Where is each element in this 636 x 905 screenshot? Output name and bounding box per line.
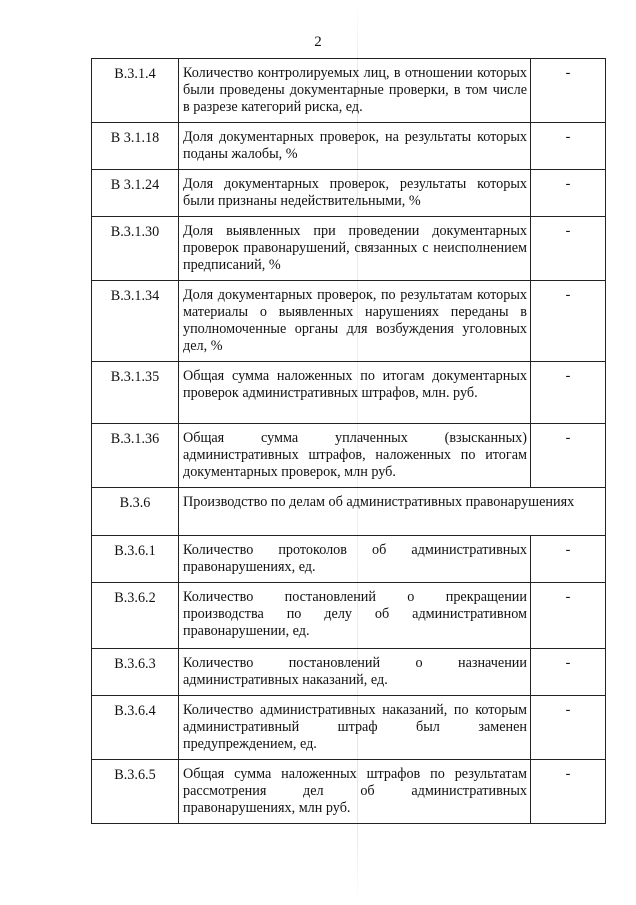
table-row bbox=[92, 217, 606, 281]
table-row bbox=[92, 123, 606, 170]
table-row bbox=[92, 170, 606, 217]
indicator-code: В 3.1.24 bbox=[92, 170, 179, 217]
indicator-description: Доля документарных проверок, результаты которых были признаны недействительными, % bbox=[179, 170, 531, 217]
table-row bbox=[92, 760, 606, 824]
indicator-description: Количество постановлений о назначении административных наказаний, ед. bbox=[179, 649, 531, 696]
indicator-code: В.3.1.30 bbox=[92, 217, 179, 281]
indicator-value: - bbox=[531, 424, 606, 488]
indicator-description: Общая сумма наложенных штрафов по результатам рассмотрения дел об административных правонарушениях, млн руб. bbox=[179, 760, 531, 824]
indicator-code: В.3.1.36 bbox=[92, 424, 179, 488]
indicator-code: В.3.6.3 bbox=[92, 649, 179, 696]
indicator-code: В.3.1.34 bbox=[92, 281, 179, 362]
indicator-description: Общая сумма наложенных по итогам документарных проверок административных штрафов, млн. руб. bbox=[179, 362, 531, 424]
indicator-value: - bbox=[531, 760, 606, 824]
table-row bbox=[92, 583, 606, 649]
section-code: В.3.6 bbox=[92, 488, 179, 536]
indicator-value: - bbox=[531, 583, 606, 649]
indicator-value: - bbox=[531, 696, 606, 760]
indicator-code: В.3.1.35 bbox=[92, 362, 179, 424]
table-row bbox=[92, 649, 606, 696]
indicator-value: - bbox=[531, 281, 606, 362]
indicator-description: Доля выявленных при проведении документарных проверок правонарушений, связанных с неисполнением предписаний, % bbox=[179, 217, 531, 281]
table-row bbox=[92, 59, 606, 123]
indicator-code: В.3.6.2 bbox=[92, 583, 179, 649]
table-row bbox=[92, 536, 606, 583]
section-title: Производство по делам об административных правонарушениях bbox=[179, 488, 606, 536]
indicator-description: Доля документарных проверок, по результатам которых материалы о выявленных нарушениях переданы в уполномоченные органы для возбуждения уголовных дел, % bbox=[179, 281, 531, 362]
indicator-value: - bbox=[531, 649, 606, 696]
indicator-value: - bbox=[531, 123, 606, 170]
indicator-description: Общая сумма уплаченных (взысканных) административных штрафов, наложенных по итогам документарных проверок, млн руб. bbox=[179, 424, 531, 488]
indicator-description: Количество постановлений о прекращении производства по делу об административном правонарушении, ед. bbox=[179, 583, 531, 649]
indicator-code: В.3.6.5 bbox=[92, 760, 179, 824]
indicator-description: Количество протоколов об административных правонарушениях, ед. bbox=[179, 536, 531, 583]
indicator-code: В.3.1.4 bbox=[92, 59, 179, 123]
indicator-code: В 3.1.18 bbox=[92, 123, 179, 170]
table-row bbox=[92, 696, 606, 760]
indicator-code: В.3.6.1 bbox=[92, 536, 179, 583]
indicator-value: - bbox=[531, 59, 606, 123]
indicator-value: - bbox=[531, 217, 606, 281]
indicator-value: - bbox=[531, 170, 606, 217]
indicator-description: Доля документарных проверок, на результаты которых поданы жалобы, % bbox=[179, 123, 531, 170]
section-row bbox=[92, 488, 606, 536]
indicator-table bbox=[91, 58, 606, 824]
indicator-description: Количество административных наказаний, по которым административный штраф был заменен предупреждением, ед. bbox=[179, 696, 531, 760]
table-row bbox=[92, 362, 606, 424]
indicator-description: Количество контролируемых лиц, в отношении которых были проведены документарные проверки, в том числе в разрезе категорий риска, ед. bbox=[179, 59, 531, 123]
table-row bbox=[92, 424, 606, 488]
indicator-value: - bbox=[531, 362, 606, 424]
page-number: 2 bbox=[314, 34, 322, 50]
indicator-value: - bbox=[531, 536, 606, 583]
table-row bbox=[92, 281, 606, 362]
indicator-code: В.3.6.4 bbox=[92, 696, 179, 760]
